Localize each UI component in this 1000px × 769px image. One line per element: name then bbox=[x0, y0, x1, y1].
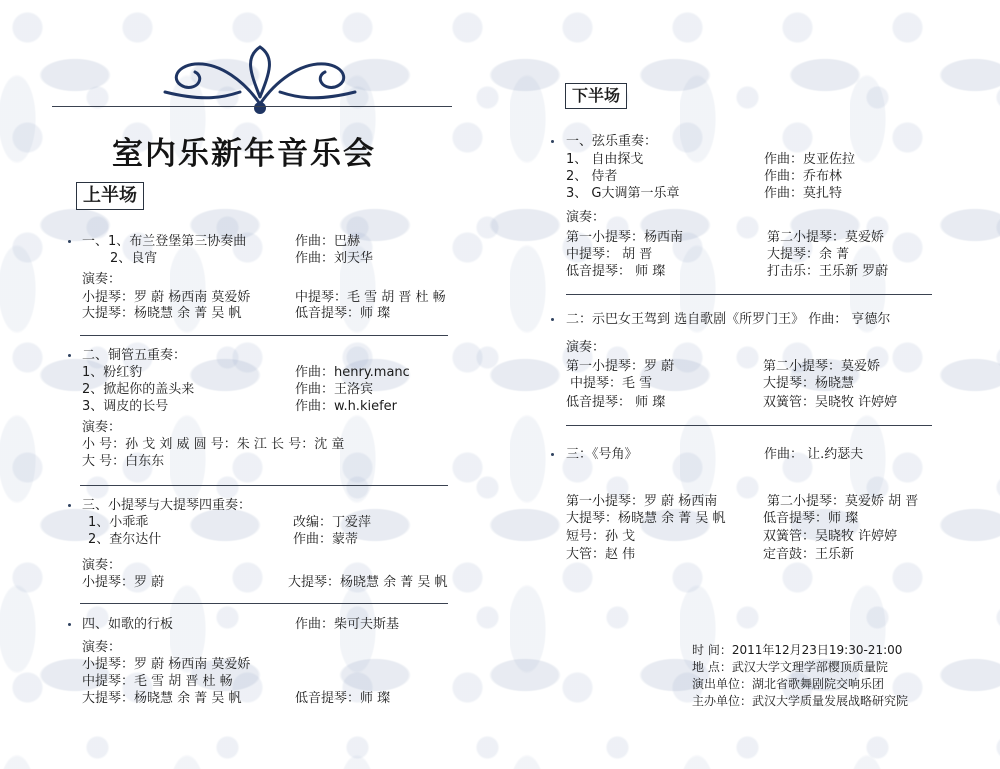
performers-label: 演奏： bbox=[82, 420, 122, 435]
divider bbox=[80, 485, 448, 486]
section-1-item-1-composer: 作曲：皮亚佐拉 bbox=[764, 152, 856, 167]
concert-title: 室内乐新年音乐会 bbox=[112, 136, 376, 172]
performers-row: 低音提琴：师 璨 bbox=[295, 306, 391, 321]
program-2-item-2: 2、掀起你的盖头来 bbox=[82, 382, 195, 397]
program-3-heading: 三、小提琴与大提琴四重奏： bbox=[82, 498, 252, 513]
program-1-composer: 作曲：巴赫 bbox=[295, 234, 361, 249]
performers-row: 低音提琴： 师 璨 bbox=[566, 264, 666, 279]
performers-row: 大提琴：杨晓慧 余 菁 吴 帆 bbox=[82, 691, 242, 706]
performers-row: 小提琴：罗 蔚 杨西南 莫爱娇 bbox=[82, 290, 251, 305]
performers-row: 中提琴：毛 雪 胡 晋 杜 畅 bbox=[295, 290, 446, 305]
section-1-item-3-composer: 作曲：莫扎特 bbox=[764, 186, 843, 201]
bullet-icon bbox=[551, 140, 554, 143]
performers-label: 演奏： bbox=[82, 558, 122, 573]
program-2-heading: 二、铜管五重奏： bbox=[82, 348, 187, 363]
performers-row: 第一小提琴：罗 蔚 杨西南 bbox=[566, 494, 718, 509]
program-4-composer: 作曲：柴可夫斯基 bbox=[295, 617, 400, 632]
performers-label: 演奏： bbox=[82, 272, 122, 287]
divider bbox=[80, 603, 448, 604]
performers-label: 演奏： bbox=[566, 340, 606, 355]
first-half-label: 上半场 bbox=[76, 182, 144, 210]
performers-row: 大提琴：杨晓慧 余 菁 吴 帆 bbox=[82, 306, 242, 321]
event-host: 主办单位：武汉大学质量发展战略研究院 bbox=[692, 694, 909, 708]
program-1-item-2: 2、良宵 bbox=[110, 251, 158, 266]
program-2-item-3: 3、调皮的长号 bbox=[82, 399, 169, 414]
bullet-icon bbox=[68, 623, 71, 626]
program-1-heading: 一、1、布兰登堡第三协奏曲 bbox=[82, 234, 247, 249]
performers-row: 第一小提琴：杨西南 bbox=[566, 230, 684, 245]
performers-row: 定音鼓：王乐新 bbox=[763, 547, 855, 562]
section-1-item-1: 1、 自由探戈 bbox=[566, 152, 644, 167]
divider bbox=[566, 294, 932, 295]
divider bbox=[80, 335, 448, 336]
program-2-item-1: 1、粉红豹 bbox=[82, 365, 143, 380]
performers-row: 大管：赵 伟 bbox=[566, 547, 636, 562]
performers-row: 中提琴： 胡 晋 bbox=[566, 247, 653, 262]
performers-row: 第一小提琴：罗 蔚 bbox=[566, 359, 675, 374]
bullet-icon bbox=[68, 354, 71, 357]
performers-row: 中提琴：毛 雪 胡 晋 杜 畅 bbox=[82, 674, 233, 689]
bullet-icon bbox=[68, 240, 71, 243]
bullet-icon bbox=[551, 318, 554, 321]
program-2-item-3-composer: 作曲：w.h.kiefer bbox=[295, 399, 398, 414]
event-place: 地 点：武汉大学文理学部樱顶质量院 bbox=[692, 660, 888, 674]
performers-row: 大提琴：余 菁 bbox=[767, 247, 850, 262]
performers-row: 低音提琴： 师 璨 bbox=[566, 395, 666, 410]
event-performer: 演出单位：湖北省歌舞剧院交响乐团 bbox=[692, 677, 885, 691]
bullet-icon bbox=[551, 453, 554, 456]
program-3-item-2: 2、查尔达什 bbox=[88, 532, 162, 547]
performers-label: 演奏： bbox=[566, 210, 606, 225]
section-2-heading: 二：示巴女王驾到 选自歌剧《所罗门王》 作曲： 亨德尔 bbox=[566, 312, 891, 327]
performers-row: 第二小提琴：莫爱娇 胡 晋 bbox=[767, 494, 919, 509]
second-half-label: 下半场 bbox=[565, 83, 627, 109]
performers-row: 短号：孙 戈 bbox=[566, 529, 636, 544]
performers-row: 大提琴：杨晓慧 bbox=[763, 376, 855, 391]
performers-row: 双簧管：吴晓牧 许婷婷 bbox=[763, 529, 898, 544]
section-1-item-2-composer: 作曲：乔布林 bbox=[764, 169, 843, 184]
program-2-item-2-composer: 作曲：王洛宾 bbox=[295, 382, 374, 397]
performers-row: 小提琴：罗 蔚 bbox=[82, 575, 165, 590]
performers-row: 第二小提琴：莫爱娇 bbox=[763, 359, 881, 374]
performers-row: 大提琴：杨晓慧 余 菁 吴 帆 bbox=[566, 511, 726, 526]
program-3-item-2-composer: 作曲：蒙蒂 bbox=[293, 532, 359, 547]
performers-row: 双簧管：吴晓牧 许婷婷 bbox=[763, 395, 898, 410]
performers-row: 大 号：白东东 bbox=[82, 454, 165, 469]
performers-row: 中提琴：毛 雪 bbox=[570, 376, 653, 391]
program-1-item-2-composer: 作曲：刘天华 bbox=[295, 251, 374, 266]
performers-row: 小提琴：罗 蔚 杨西南 莫爱娇 bbox=[82, 657, 251, 672]
program-2-item-1-composer: 作曲：henry.manc bbox=[295, 365, 410, 380]
performers-row: 第二小提琴：莫爱娇 bbox=[767, 230, 885, 245]
bullet-icon bbox=[68, 504, 71, 507]
divider bbox=[566, 425, 932, 426]
section-3-heading: 三：《号角》 bbox=[566, 447, 638, 462]
performers-row: 打击乐：王乐新 罗蔚 bbox=[767, 264, 889, 279]
program-3-item-1: 1、小乖乖 bbox=[88, 515, 149, 530]
performers-row: 低音提琴：师 璨 bbox=[295, 691, 391, 706]
section-1-heading: 一、弦乐重奏： bbox=[566, 134, 658, 149]
program-3-item-1-composer: 改编：丁爱萍 bbox=[293, 515, 372, 530]
performers-label: 演奏： bbox=[82, 640, 122, 655]
performers-row: 小 号：孙 戈 刘 威 圆 号：朱 江 长 号：沈 童 bbox=[82, 437, 345, 452]
performers-row: 低音提琴：师 璨 bbox=[763, 511, 859, 526]
performers-row: 大提琴：杨晓慧 余 菁 吴 帆 bbox=[288, 575, 448, 590]
section-1-item-3: 3、 G大调第一乐章 bbox=[566, 186, 680, 201]
header-rule bbox=[52, 106, 452, 107]
program-4-heading: 四、如歌的行板 bbox=[82, 617, 174, 632]
event-time: 时 间：2011年12月23日19:30-21:00 bbox=[692, 643, 903, 657]
section-1-item-2: 2、 侍者 bbox=[566, 169, 618, 184]
section-3-composer: 作曲： 让.约瑟夫 bbox=[764, 447, 864, 462]
